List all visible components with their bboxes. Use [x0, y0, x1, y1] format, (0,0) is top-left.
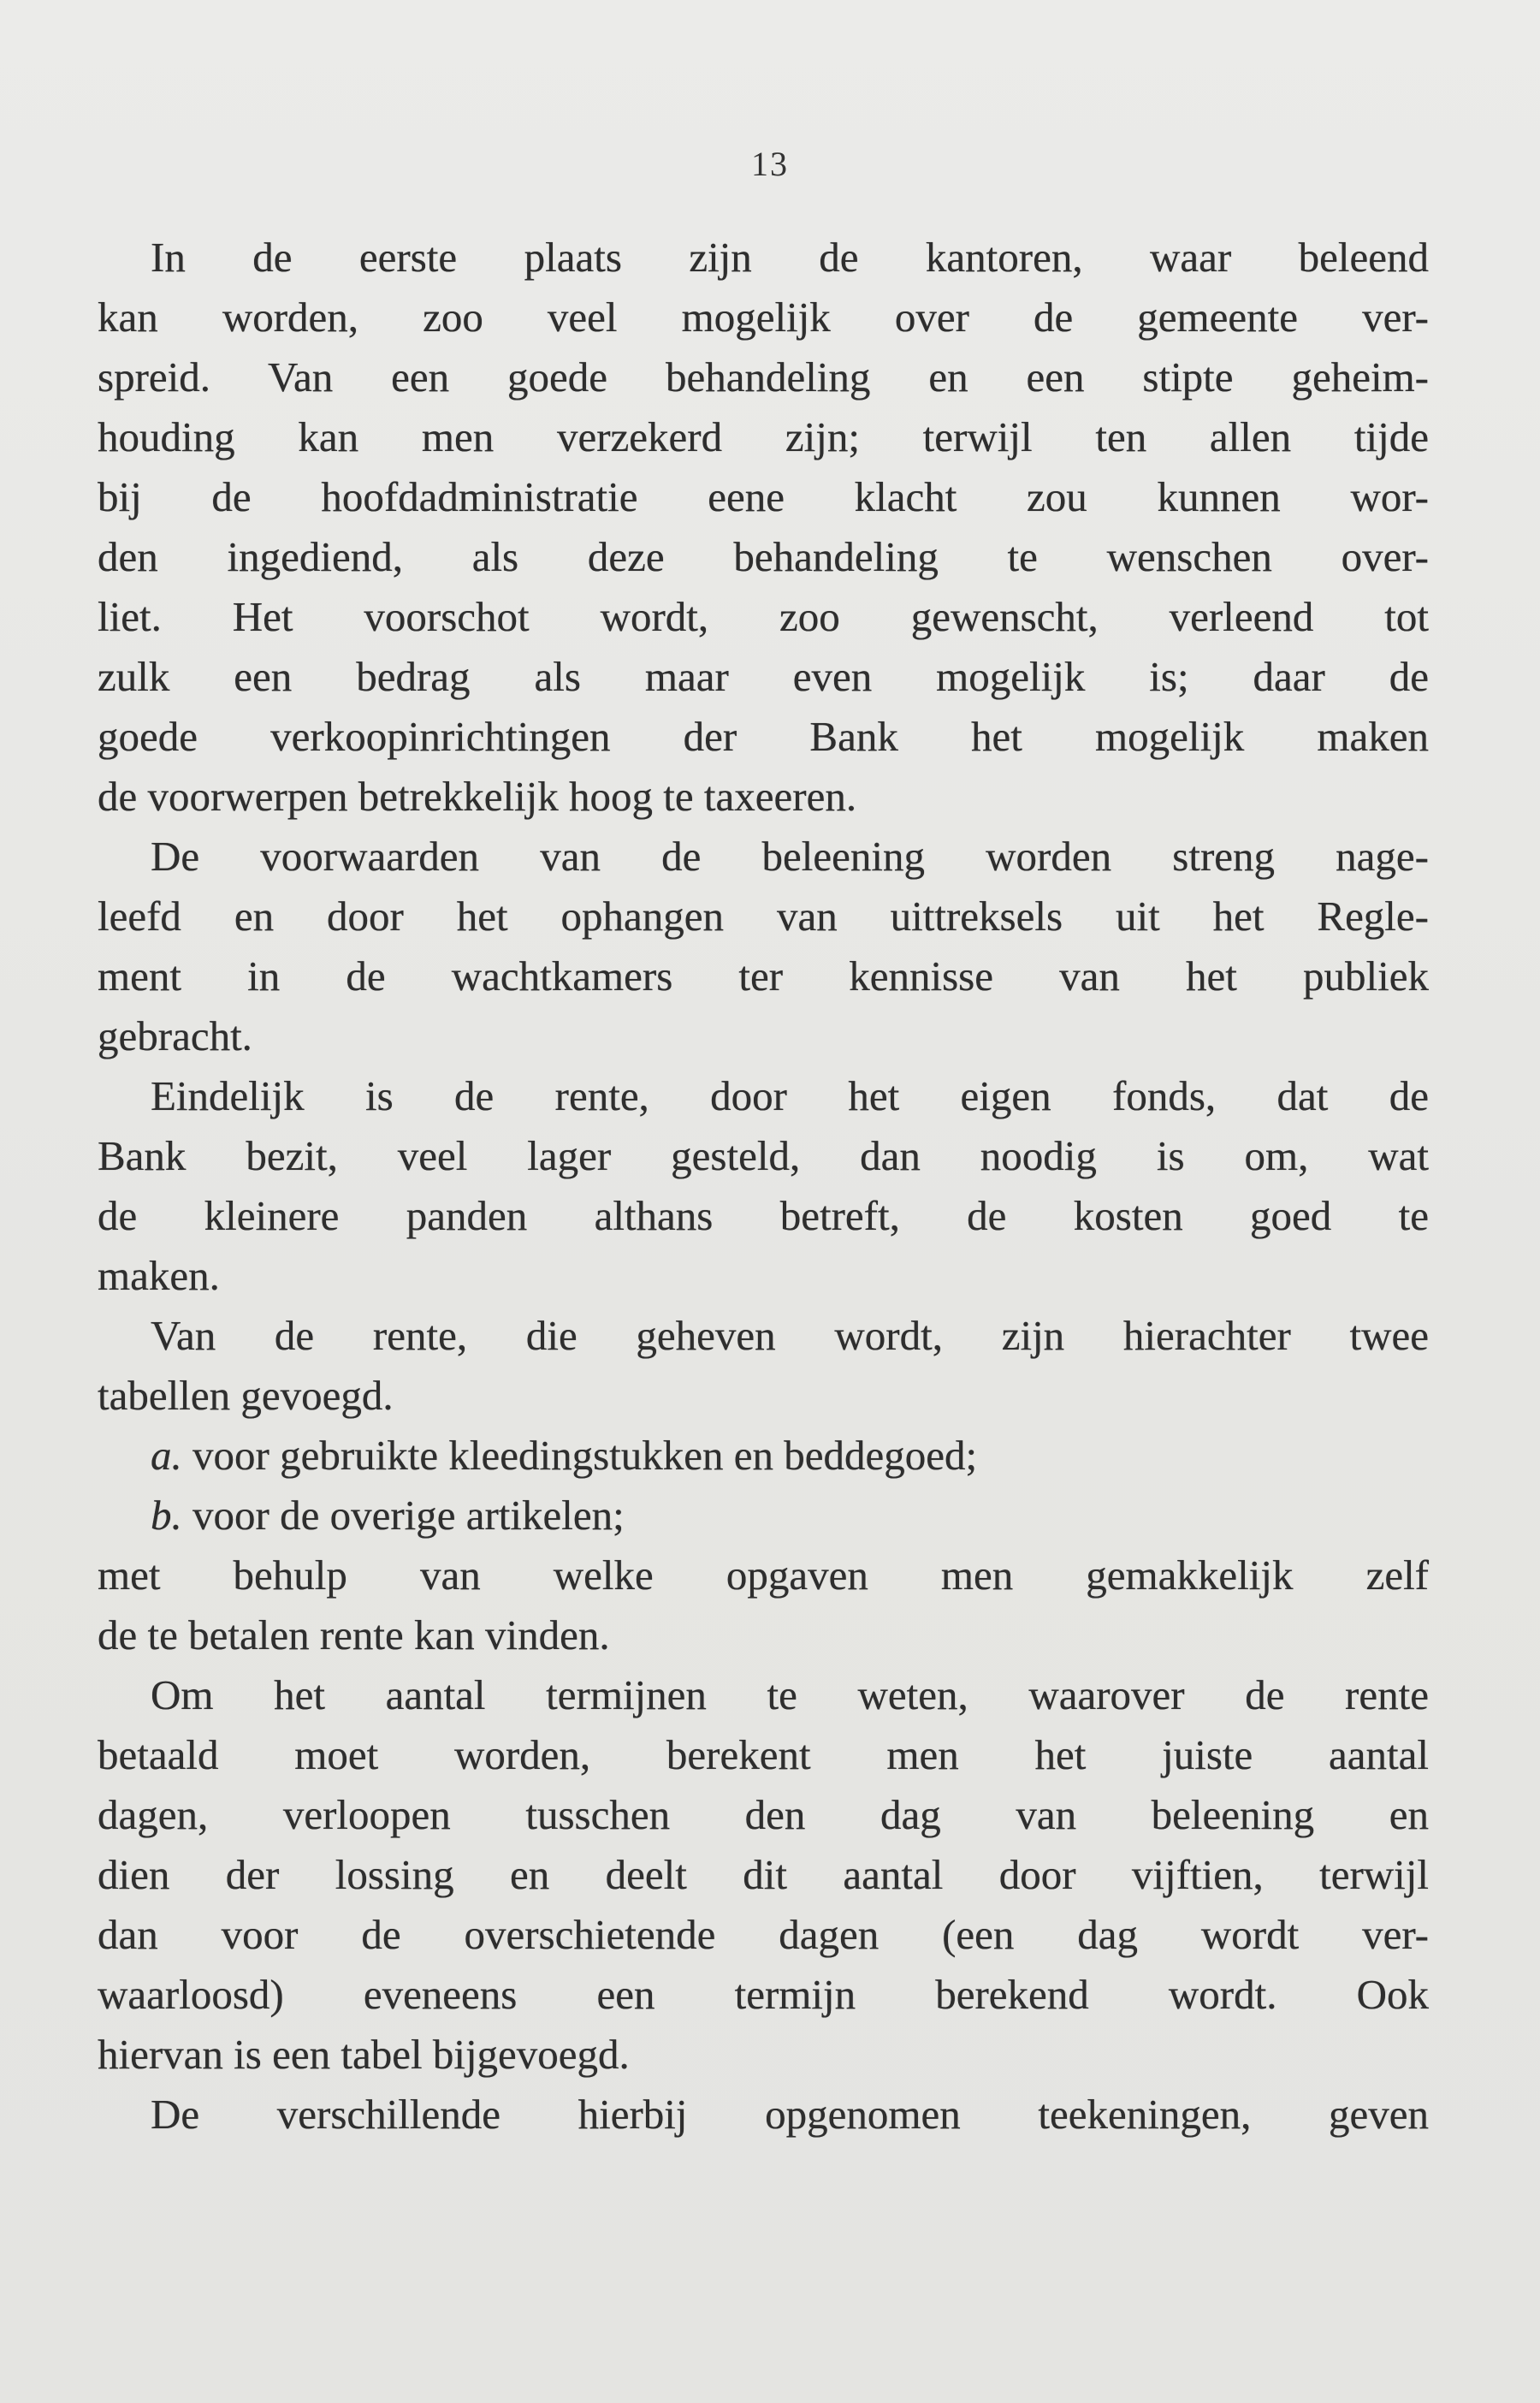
- text-line: [98, 1546, 1429, 1605]
- line-text: bij de hoofdadministratie eene klacht zou kunnen wor-: [98, 473, 1429, 520]
- text-line: [98, 1785, 1429, 1845]
- line-text: houding kan men verzekerd zijn; terwijl ten allen tijde: [98, 413, 1429, 460]
- text-line: [98, 1246, 1429, 1306]
- line-text: Bank bezit, veel lager gesteld, dan noodig is om, wat: [98, 1132, 1429, 1179]
- line-text: Om het aantal termijnen te weten, waarover de rente: [151, 1671, 1429, 1718]
- line-text: zulk een bedrag als maar even mogelijk is; daar de: [98, 653, 1429, 700]
- line-text: den ingediend, als deze behandeling te wenschen over-: [98, 533, 1429, 580]
- line-text: leefd en door het ophangen van uittreksels uit het Regle-: [98, 893, 1429, 940]
- line-text: waarloosd) eveneens een termijn berekend wordt. Ook: [98, 1971, 1429, 2018]
- text-line: [98, 407, 1429, 467]
- text-line: [98, 1366, 1429, 1426]
- line-text: De voorwaarden van de beleening worden streng nage-: [151, 833, 1429, 880]
- line-text: kan worden, zoo veel mogelijk over de gemeente ver-: [98, 294, 1429, 341]
- list-item-a: [98, 1426, 1429, 1486]
- line-text: Eindelijk is de rente, door het eigen fonds, dat de: [151, 1072, 1429, 1119]
- text-line: [98, 1605, 1429, 1665]
- text-line: [98, 1725, 1429, 1785]
- line-text: de voorwerpen betrekkelijk hoog te taxeeren.: [98, 773, 857, 820]
- line-text: met behulp van welke opgaven men gemakkelijk zelf: [98, 1552, 1429, 1599]
- list-item-b: [98, 1486, 1429, 1546]
- text-line: [98, 1965, 1429, 2025]
- page-number: 13: [751, 145, 789, 183]
- line-text: maken.: [98, 1252, 220, 1299]
- text-line: [98, 347, 1429, 407]
- text-line: [98, 228, 1429, 288]
- line-text: Van de rente, die geheven wordt, zijn hierachter twee: [151, 1312, 1429, 1359]
- text-line: [98, 1126, 1429, 1186]
- line-text: De verschillende hierbij opgenomen teekeningen, geven: [151, 2091, 1429, 2138]
- text-line: [98, 527, 1429, 587]
- line-text: goede verkoopinrichtingen der Bank het mogelijk maken: [98, 713, 1429, 760]
- text-line: [98, 1006, 1429, 1066]
- line-text: de te betalen rente kan vinden.: [98, 1611, 610, 1658]
- line-text: gebracht.: [98, 1012, 252, 1059]
- line-text: liet. Het voorschot wordt, zoo gewenscht, verleend tot: [98, 593, 1429, 640]
- line-text: voor de overige artikelen;: [181, 1492, 625, 1539]
- text-line: [98, 2085, 1429, 2145]
- text-line: [98, 707, 1429, 767]
- text-line: [98, 587, 1429, 647]
- list-marker: a.: [151, 1432, 182, 1479]
- text-line: [98, 827, 1429, 887]
- line-text: spreid. Van een goede behandeling en een stipte geheim-: [98, 353, 1429, 400]
- text-line: [98, 1306, 1429, 1366]
- line-text: In de eerste plaats zijn de kantoren, waar beleend: [151, 234, 1429, 281]
- line-text: hiervan is een tabel bijgevoegd.: [98, 2031, 630, 2078]
- line-text: de kleinere panden althans betreft, de kosten goed te: [98, 1192, 1429, 1239]
- list-marker: b.: [151, 1492, 182, 1539]
- line-text: voor gebruikte kleedingstukken en beddegoed;: [181, 1432, 978, 1479]
- text-line: [98, 2025, 1429, 2085]
- text-line: [98, 1845, 1429, 1905]
- text-line: [98, 767, 1429, 827]
- text-line: [98, 1905, 1429, 1965]
- text-line: [98, 1066, 1429, 1126]
- text-line: [98, 946, 1429, 1006]
- text-line: [98, 1665, 1429, 1725]
- line-text: betaald moet worden, berekent men het juiste aantal: [98, 1731, 1429, 1778]
- line-text: dan voor de overschietende dagen (een dag wordt ver-: [98, 1911, 1429, 1958]
- line-text: ment in de wachtkamers ter kennisse van het publiek: [98, 952, 1429, 1000]
- line-text: dien der lossing en deelt dit aantal door vijftien, terwijl: [98, 1851, 1429, 1898]
- text-line: [98, 647, 1429, 707]
- body-text: [98, 228, 1429, 2145]
- text-line: [98, 1186, 1429, 1246]
- text-line: [98, 887, 1429, 946]
- text-line: [98, 288, 1429, 347]
- text-line: [98, 467, 1429, 527]
- line-text: dagen, verloopen tusschen den dag van beleening en: [98, 1791, 1429, 1838]
- line-text: tabellen gevoegd.: [98, 1372, 394, 1419]
